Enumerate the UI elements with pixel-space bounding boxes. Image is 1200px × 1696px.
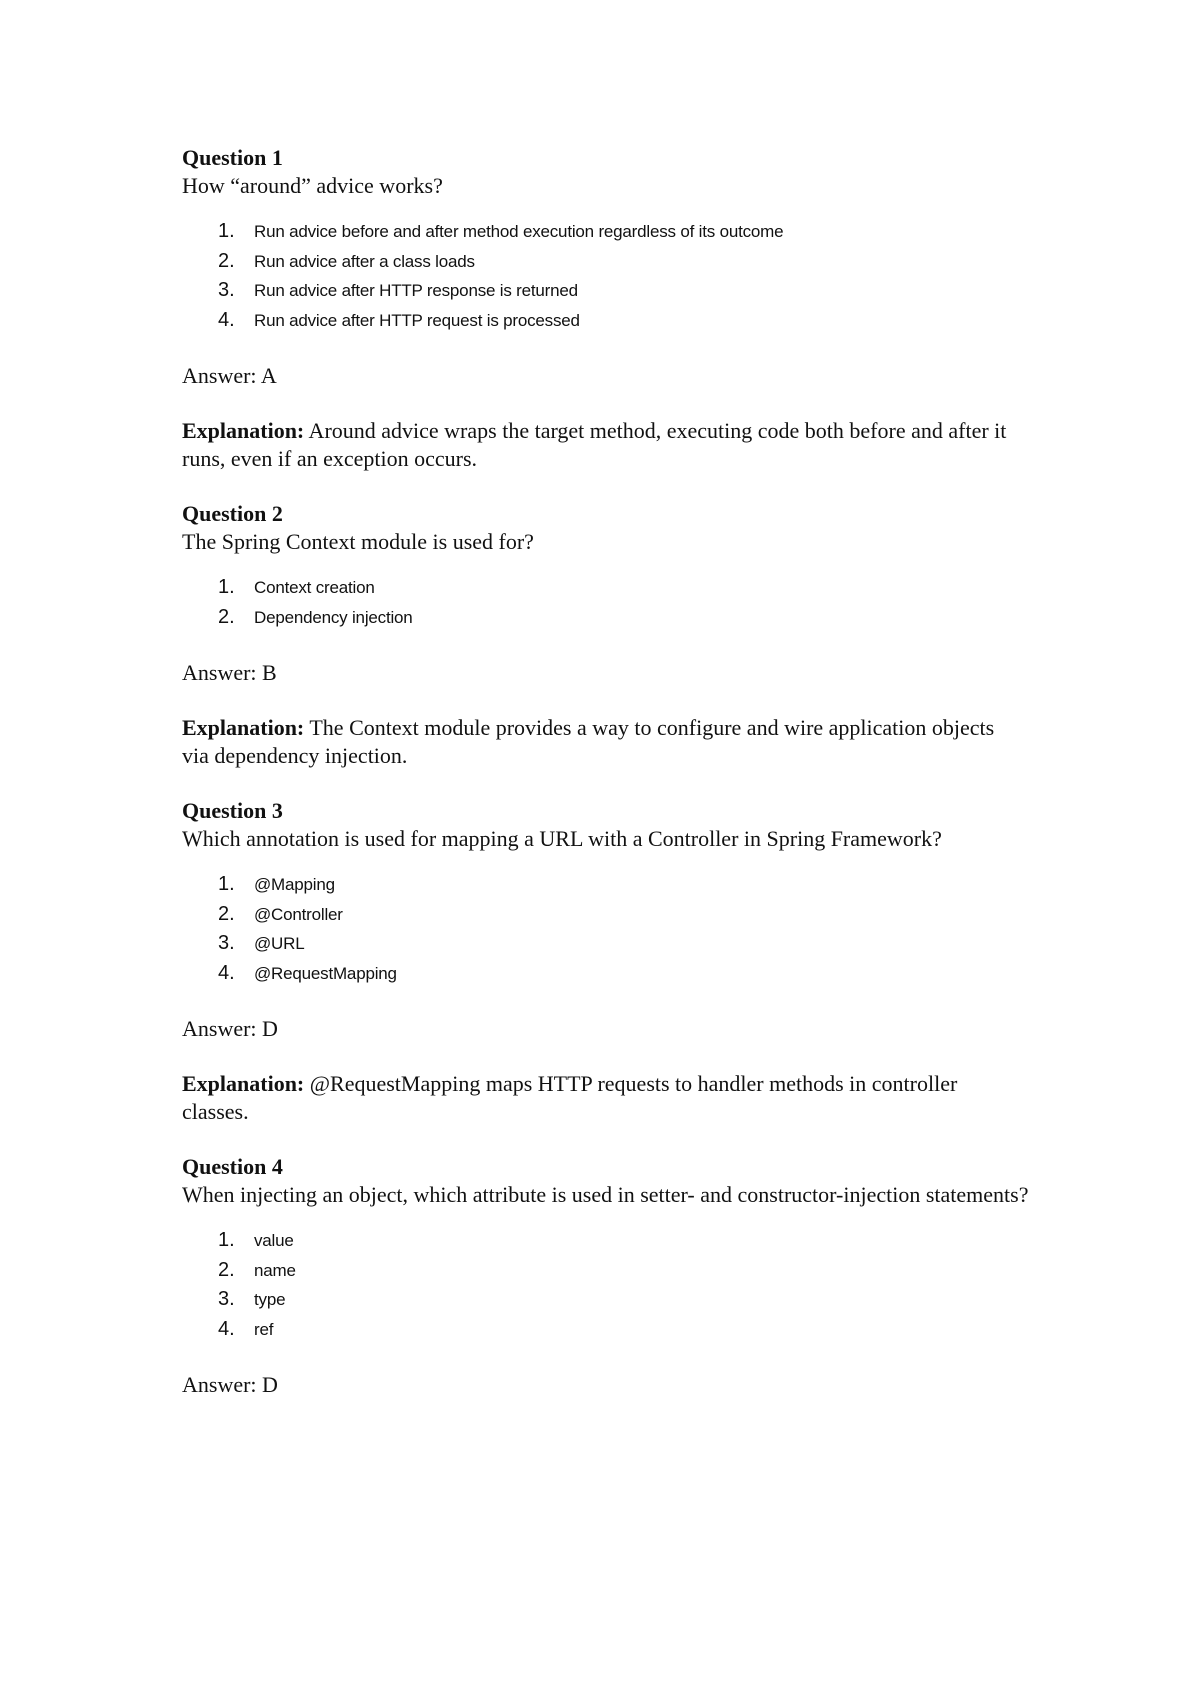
option-text: value — [254, 1231, 294, 1250]
options-list — [182, 1229, 1062, 1347]
option-text: Run advice after HTTP response is returned — [254, 281, 578, 300]
explanation-text: The Context module provides a way to configure and wire application objects via dependency injection. — [182, 715, 995, 768]
option-item — [218, 220, 1062, 250]
explanation-label: Explanation: — [182, 418, 305, 443]
question-text: Which annotation is used for mapping a URL with a Controller in Spring Framework? — [182, 826, 942, 851]
explanation — [182, 714, 1022, 770]
option-number: 4. — [218, 308, 235, 331]
question-2 — [182, 500, 1062, 770]
question-3 — [182, 797, 1062, 1126]
option-number: 1. — [218, 1229, 235, 1251]
option-item — [218, 1288, 1062, 1318]
option-text: @URL — [254, 934, 305, 953]
answer-text: Answer: D — [182, 1372, 278, 1397]
question-title: Question 1 — [182, 145, 283, 170]
option-item — [218, 903, 1062, 933]
option-item — [218, 1229, 1062, 1259]
option-text: type — [254, 1290, 286, 1309]
question-text: The Spring Context module is used for? — [182, 529, 534, 554]
option-number: 2. — [218, 249, 235, 272]
option-text: Context creation — [254, 578, 375, 597]
option-item — [218, 932, 1062, 962]
explanation-label: Explanation: — [182, 715, 305, 740]
option-text: @RequestMapping — [254, 963, 397, 983]
question-title: Question 2 — [182, 501, 283, 526]
option-item — [218, 576, 1062, 606]
explanation-text: Around advice wraps the target method, executing code both before and after it runs, even if an exception occurs. — [182, 418, 1007, 471]
options-list — [182, 873, 1062, 991]
option-item — [218, 309, 1062, 339]
options-list — [182, 220, 1062, 338]
option-text: Dependency injection — [254, 607, 413, 627]
option-item — [218, 279, 1062, 309]
option-text: @Controller — [254, 904, 343, 924]
option-text: Run advice after a class loads — [254, 251, 475, 271]
option-number: 4. — [218, 961, 235, 984]
answer-text: Answer: B — [182, 660, 277, 685]
answer-text: Answer: D — [182, 1016, 278, 1041]
option-item — [218, 250, 1062, 280]
option-number: 1. — [218, 220, 235, 242]
explanation — [182, 1070, 1022, 1126]
option-text: @Mapping — [254, 875, 335, 894]
answer-text: Answer: A — [182, 363, 277, 388]
option-text: name — [254, 1260, 296, 1280]
option-item — [218, 873, 1062, 903]
option-item — [218, 606, 1062, 636]
option-item — [218, 1259, 1062, 1289]
question-text: How “around” advice works? — [182, 173, 443, 198]
option-text: Run advice after HTTP request is processed — [254, 310, 580, 330]
document-page — [182, 144, 1062, 1426]
question-1 — [182, 144, 1062, 473]
question-title: Question 3 — [182, 798, 283, 823]
option-item — [218, 962, 1062, 992]
option-number: 3. — [218, 932, 235, 954]
explanation-label: Explanation: — [182, 1071, 305, 1096]
option-number: 2. — [218, 605, 235, 628]
option-item — [218, 1318, 1062, 1348]
question-title: Question 4 — [182, 1154, 283, 1179]
option-text: Run advice before and after method execution regardless of its outcome — [254, 222, 784, 241]
option-number: 1. — [218, 576, 235, 598]
option-number: 2. — [218, 902, 235, 925]
option-number: 2. — [218, 1258, 235, 1281]
question-text: When injecting an object, which attribute is used in setter- and constructor-injection statements? — [182, 1182, 1029, 1207]
option-number: 4. — [218, 1317, 235, 1340]
option-number: 1. — [218, 873, 235, 895]
option-number: 3. — [218, 279, 235, 301]
option-text: ref — [254, 1319, 274, 1339]
explanation-text: @RequestMapping maps HTTP requests to handler methods in controller classes. — [182, 1071, 958, 1124]
question-4 — [182, 1153, 1062, 1399]
explanation — [182, 417, 1022, 473]
options-list — [182, 576, 1062, 635]
option-number: 3. — [218, 1288, 235, 1310]
